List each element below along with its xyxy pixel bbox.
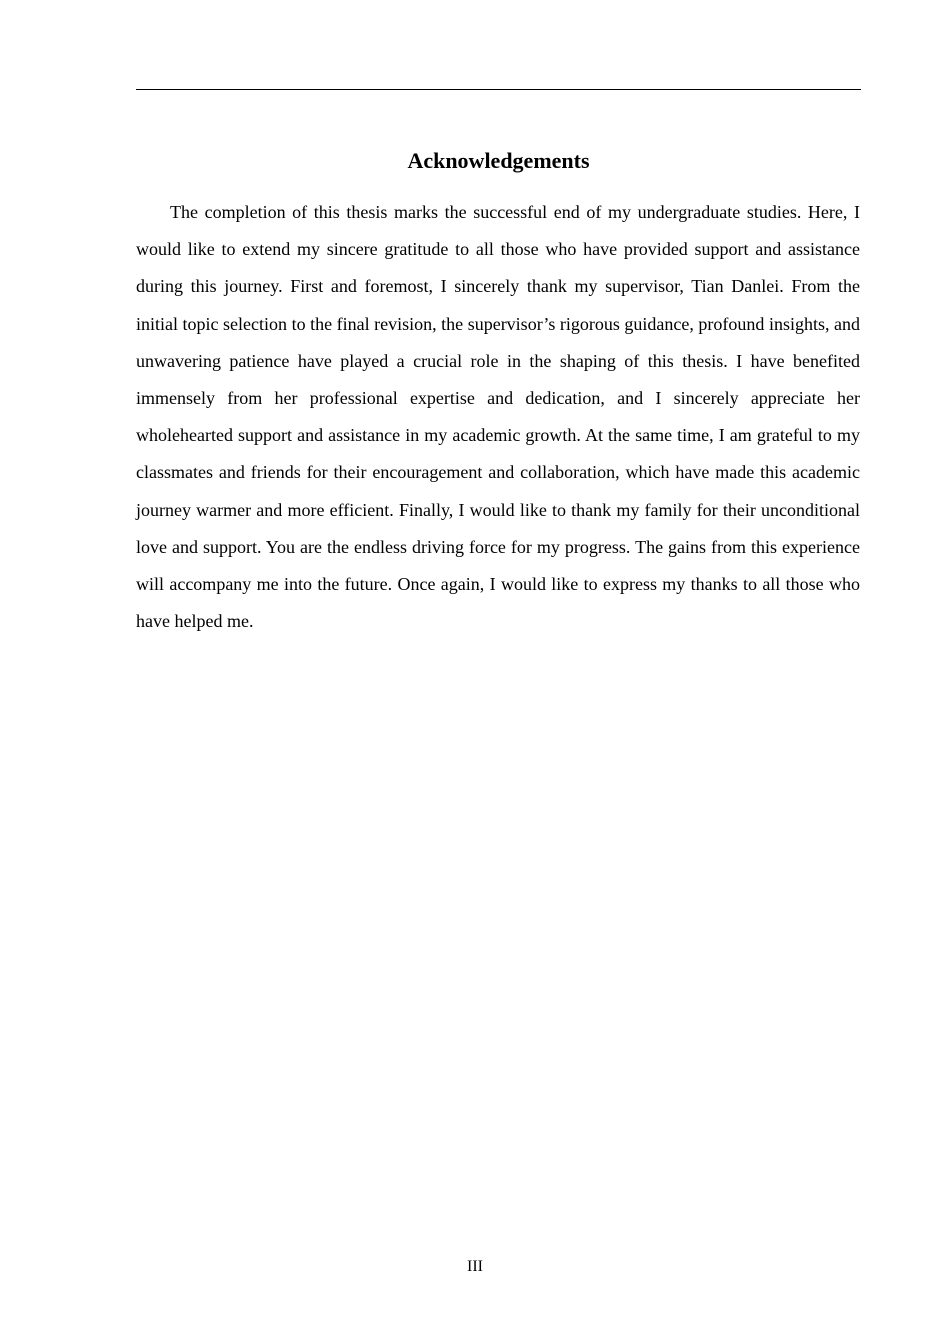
page-number: III [467,1258,483,1275]
page-title: Acknowledgements [407,148,590,173]
header-rule [136,89,861,90]
acknowledgements-paragraph: The completion of this thesis marks the successful end of my undergraduate studies. Here, I would like to extend my sincere gratitude to all those who have provided support and assistance during this journey. First and foremost, I sincerely thank my supervisor, Tian Danlei. From the initial topic selection to the final revision, the supervisor’s rigorous guidance, profound insights, and unwavering patience have played a crucial role in the shaping of this thesis. I have benefited immensely from her professional expertise and dedication, and I sincerely appreciate her wholehearted support and assistance in my academic growth. At the same time, I am grateful to my classmates and friends for their encouragement and collaboration, which have made this academic journey warmer and more efficient. Finally, I would like to thank my family for their unconditional love and support. You are the endless driving force for my progress. The gains from this experience will accompany me into the future. Once again, I would like to express my thanks to all those who have helped me. [136,202,860,632]
